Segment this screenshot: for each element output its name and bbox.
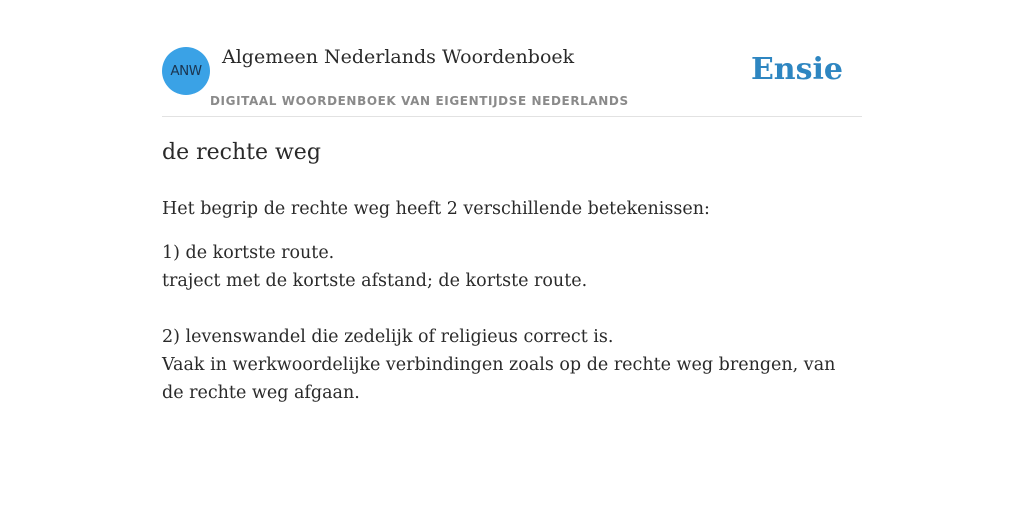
site-subtitle: DIGITAAL WOORDENBOEK VAN EIGENTIJDSE NEDERLANDS	[210, 94, 629, 108]
meanings-list	[162, 239, 862, 435]
logo-text: ANW	[170, 63, 202, 79]
page	[162, 0, 862, 403]
ensie-brand-logo[interactable]: Ensie	[750, 52, 843, 87]
term-title: de rechte weg	[162, 140, 321, 165]
meanings-intro: Het begrip de rechte weg heeft 2 verschillende betekenissen:	[162, 199, 710, 219]
site-title[interactable]: Algemeen Nederlands Woordenboek	[222, 46, 575, 68]
anw-logo[interactable]	[162, 47, 210, 95]
meaning-definition: traject met de kortste afstand; de kortste route.	[162, 271, 588, 291]
header	[162, 0, 862, 117]
meaning-heading: 1) de kortste route.	[162, 243, 335, 263]
meaning-item	[162, 323, 862, 407]
meaning-item	[162, 239, 862, 295]
meaning-definition: Vaak in werkwoordelijke verbindingen zoals op de rechte weg brengen, van de rechte weg afgaan.	[162, 355, 836, 403]
meaning-heading: 2) levenswandel die zedelijk of religieus correct is.	[162, 327, 614, 347]
